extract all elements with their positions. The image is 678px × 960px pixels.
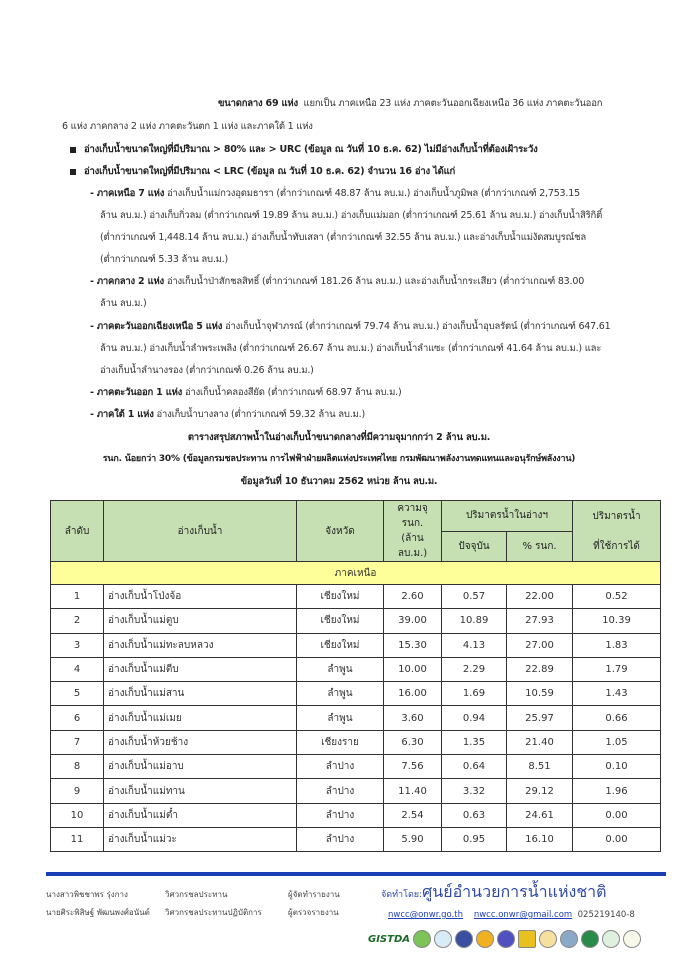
emblem-logo-icon	[476, 930, 494, 948]
cell-usable: 10.39	[573, 609, 661, 633]
col-capacity: ความจุ รนก.	[384, 501, 442, 532]
region-line: (ต่ำกว่าเกณฑ์ 1,448.14 ล้าน ลบ.ม.) อ่างเก็บน้ำทับเสลา (ต่ำกว่าเกณฑ์ 32.55 ล้าน ลบ.ม.) และอ่างเก็บน้ำแม่งัดสมบูรณ์ชล	[100, 232, 587, 243]
reviewer-title: วิศวกรชลประทานปฏิบัติการ	[165, 908, 262, 917]
cell-capacity: 2.54	[384, 803, 442, 827]
cell-name: อ่างเก็บน้ำโป่งจ้อ	[104, 585, 297, 609]
cell-name: อ่างเก็บน้ำแม่ทาน	[104, 779, 297, 803]
bullet-2	[70, 165, 648, 178]
cell-usable: 0.00	[573, 803, 661, 827]
table-row	[51, 803, 661, 827]
table-row	[51, 755, 661, 779]
cell-usable: 0.10	[573, 755, 661, 779]
table-row	[51, 585, 661, 609]
intro-bold: ขนาดกลาง 69 แห่ง	[218, 98, 298, 109]
cell-capacity: 6.30	[384, 730, 442, 754]
cell-current: 0.94	[442, 706, 507, 730]
region-line: ล้าน ลบ.ม.)	[100, 298, 147, 309]
table-title: ตารางสรุปสภาพน้ำในอ่างเก็บน้ำขนาดกลางที่มีความจุมากกว่า 2 ล้าน ลบ.ม.	[187, 432, 491, 443]
cell-no: 1	[51, 585, 104, 609]
cell-province: เชียงใหม่	[297, 633, 384, 657]
region-line: อ่างเก็บน้ำลำนางรอง (ต่ำกว่าเกณฑ์ 0.26 ล้าน ลบ.ม.)	[100, 365, 314, 376]
col-name: อ่างเก็บน้ำ	[104, 501, 297, 562]
cell-usable: 1.83	[573, 633, 661, 657]
cell-capacity: 10.00	[384, 657, 442, 681]
intro-line-1	[218, 97, 648, 110]
cell-province: ลำปาง	[297, 755, 384, 779]
square-logo-icon	[518, 930, 536, 948]
cell-percent: 8.51	[507, 755, 573, 779]
region-line: อ่างเก็บน้ำคลองสียัด (ต่ำกว่าเกณฑ์ 68.97 ล้าน ลบ.ม.)	[184, 387, 402, 398]
cell-no: 5	[51, 682, 104, 706]
reservoir-table	[50, 500, 661, 852]
org-text: ศูนย์อำนวยการน้ำแห่งชาติ	[422, 882, 607, 901]
cell-no: 3	[51, 633, 104, 657]
cell-no: 7	[51, 730, 104, 754]
cell-name: อ่างเก็บน้ำห้วยช้าง	[104, 730, 297, 754]
cell-usable: 1.96	[573, 779, 661, 803]
cell-current: 0.63	[442, 803, 507, 827]
region-south	[90, 408, 648, 421]
col-volume: ปริมาตรน้ำในอ่างฯ	[442, 501, 573, 532]
cell-percent: 10.59	[507, 682, 573, 706]
cell-current: 0.95	[442, 827, 507, 851]
cell-current: 0.57	[442, 585, 507, 609]
cell-percent: 24.61	[507, 803, 573, 827]
seal-logo-icon	[581, 930, 599, 948]
arch-logo-icon	[434, 930, 452, 948]
region-north	[90, 187, 648, 200]
reviewer-name: นายศิระพิสิษฐ์ พัฒนพงศ์อนันต์	[46, 908, 150, 917]
preparer-name: นางสาวพิชชาพร รุ่งกาง	[46, 890, 128, 899]
region-line: อ่างเก็บน้ำจุฬาภรณ์ (ต่ำกว่าเกณฑ์ 79.74 ล้าน ลบ.ม.) อ่างเก็บน้ำอุบลรัตน์ (ต่ำกว่าเกณฑ์ 647.61	[224, 321, 611, 332]
region-line: อ่างเก็บน้ำป่าสักชลสิทธิ์ (ต่ำกว่าเกณฑ์ 181.26 ล้าน ลบ.ม.) และอ่างเก็บน้ำกระเสียว (ต่ำกว่าเกณฑ์ 83.00	[166, 276, 585, 287]
col-usable: ปริมาตรน้ำ	[573, 501, 661, 532]
bullet-1	[70, 143, 648, 156]
bullet-icon	[70, 147, 76, 153]
bullet-text: อ่างเก็บน้ำขนาดใหญ่ที่มีปริมาณ > 80% และ > URC (ข้อมูล ณ วันที่ 10 ธ.ค. 62) ไม่มีอ่างเก็บน้ำที่ต้องเฝ้าระวัง	[84, 144, 538, 155]
cell-capacity: 15.30	[384, 633, 442, 657]
region-northeast	[90, 320, 648, 333]
region-line: อ่างเก็บน้ำแม่กวงอุดมธารา (ต่ำกว่าเกณฑ์ 48.87 ล้าน ลบ.ม.) อ่างเก็บน้ำภูมิพล (ต่ำกว่าเกณฑ์ 2,753.15	[167, 188, 580, 199]
cell-percent: 21.40	[507, 730, 573, 754]
cell-capacity: 5.90	[384, 827, 442, 851]
col-province: จังหวัด	[297, 501, 384, 562]
cell-no: 8	[51, 755, 104, 779]
cell-capacity: 2.60	[384, 585, 442, 609]
region-row: ภาคเหนือ	[51, 562, 661, 585]
cell-no: 10	[51, 803, 104, 827]
figure-logo-icon	[539, 930, 557, 948]
cell-province: เชียงใหม่	[297, 585, 384, 609]
cell-no: 6	[51, 706, 104, 730]
region-line: ล้าน ลบ.ม.) อ่างเก็บกิ่วลม (ต่ำกว่าเกณฑ์ 19.89 ล้าน ลบ.ม.) อ่างเก็บแม่มอก (ต่ำกว่าเกณฑ์ 25.61 ล้าน ลบ.ม.) อ่างเก็บน้ำสิริกิติ์	[100, 210, 603, 221]
contact-line	[388, 910, 635, 920]
cell-no: 9	[51, 779, 104, 803]
cell-name: อ่างเก็บน้ำแม่ตูบ	[104, 609, 297, 633]
partner-logos	[368, 930, 641, 948]
cell-capacity: 16.00	[384, 682, 442, 706]
cell-province: เชียงใหม่	[297, 609, 384, 633]
table-row	[51, 633, 661, 657]
cell-no: 2	[51, 609, 104, 633]
table-row	[51, 779, 661, 803]
cell-province: ลำปาง	[297, 779, 384, 803]
cell-capacity: 7.56	[384, 755, 442, 779]
table-date: ข้อมูลวันที่ 10 ธันวาคม 2562 หน่วย ล้าน ลบ.ม.	[240, 476, 438, 487]
prepared-by-label: จัดทำโดย:	[381, 890, 423, 900]
col-usable-2: ที่ใช้การได้	[573, 531, 661, 562]
cell-province: ลำพูน	[297, 682, 384, 706]
cell-current: 10.89	[442, 609, 507, 633]
col-current: ปัจจุบัน	[442, 531, 507, 562]
cell-no: 11	[51, 827, 104, 851]
cell-name: อ่างเก็บน้ำแม่อาบ	[104, 755, 297, 779]
royal-logo-icon	[623, 930, 641, 948]
cell-usable: 1.43	[573, 682, 661, 706]
bullet-text: อ่างเก็บน้ำขนาดใหญ่ที่มีปริมาณ < LRC (ข้อมูล ณ วันที่ 10 ธ.ค. 62) จำนวน 16 อ่าง ได้แก่	[84, 166, 456, 177]
cell-name: อ่างเก็บน้ำแม่ต๋ำ	[104, 803, 297, 827]
cell-usable: 0.00	[573, 827, 661, 851]
cell-usable: 0.66	[573, 706, 661, 730]
cell-capacity: 11.40	[384, 779, 442, 803]
cell-percent: 27.93	[507, 609, 573, 633]
cell-current: 1.35	[442, 730, 507, 754]
cell-province: เชียงราย	[297, 730, 384, 754]
region-line: (ต่ำกว่าเกณฑ์ 5.33 ล้าน ลบ.ม.)	[100, 254, 229, 265]
col-capacity-unit: (ล้าน ลบ.ม.)	[384, 531, 442, 562]
leaf-logo-icon	[413, 930, 431, 948]
cell-percent: 22.00	[507, 585, 573, 609]
drop-logo-icon	[560, 930, 578, 948]
circle-logo-icon	[602, 930, 620, 948]
reviewer-role: ผู้ตรวจรายงาน	[288, 908, 339, 917]
gistda-logo: GISTDA	[368, 933, 410, 945]
region-head: - ภาคเหนือ 7 แห่ง	[90, 188, 165, 199]
cell-province: ลำปาง	[297, 827, 384, 851]
region-head: - ภาคตะวันออกเฉียงเหนือ 5 แห่ง	[90, 321, 223, 332]
cell-no: 4	[51, 657, 104, 681]
table-row	[51, 706, 661, 730]
cell-percent: 22.89	[507, 657, 573, 681]
cell-usable: 1.79	[573, 657, 661, 681]
table-row	[51, 657, 661, 681]
region-central	[90, 275, 648, 288]
cell-usable: 1.05	[573, 730, 661, 754]
cell-percent: 27.00	[507, 633, 573, 657]
cell-name: อ่างเก็บน้ำแม่สาน	[104, 682, 297, 706]
cell-province: ลำพูน	[297, 706, 384, 730]
preparer-role: ผู้จัดทำรายงาน	[288, 890, 340, 899]
col-percent: % รนก.	[507, 531, 573, 562]
intro-rest: แยกเป็น ภาคเหนือ 23 แห่ง ภาคตะวันออกเฉียงเหนือ 36 แห่ง ภาคตะวันออก	[303, 98, 603, 109]
cell-capacity: 39.00	[384, 609, 442, 633]
table-row	[51, 682, 661, 706]
region-head: - ภาคตะวันออก 1 แห่ง	[90, 387, 183, 398]
cell-province: ลำพูน	[297, 657, 384, 681]
col-no: ลำดับ	[51, 501, 104, 562]
cell-current: 0.64	[442, 755, 507, 779]
table-subtitle: รนก. น้อยกว่า 30% (ข้อมูลกรมชลประทาน การไฟฟ้าฝ่ายผลิตแห่งประเทศไทย กรมพัฒนาพลังงานทดแทนและอนุรักษ์พลังงาน)	[102, 454, 576, 464]
region-line: อ่างเก็บน้ำบางลาง (ต่ำกว่าเกณฑ์ 59.32 ล้าน ลบ.ม.)	[156, 409, 365, 420]
cell-percent: 16.10	[507, 827, 573, 851]
region-east	[90, 386, 648, 399]
preparer-title: วิศวกรชลประทาน	[165, 890, 228, 899]
cell-percent: 29.12	[507, 779, 573, 803]
cell-usable: 0.52	[573, 585, 661, 609]
table-row	[51, 730, 661, 754]
region-head: - ภาคใต้ 1 แห่ง	[90, 409, 154, 420]
cell-name: อ่างเก็บน้ำแม่วะ	[104, 827, 297, 851]
cell-current: 3.32	[442, 779, 507, 803]
bullet-icon	[70, 169, 76, 175]
cell-current: 4.13	[442, 633, 507, 657]
table-row	[51, 827, 661, 851]
intro-line-2: 6 แห่ง ภาคกลาง 2 แห่ง ภาคตะวันตก 1 แห่ง และภาคใต้ 1 แห่ง	[62, 121, 313, 132]
region-head: - ภาคกลาง 2 แห่ง	[90, 276, 164, 287]
cell-current: 1.69	[442, 682, 507, 706]
email-link-2[interactable]: nwcc.onwr@gmail.com	[473, 910, 573, 920]
footer-divider	[46, 872, 666, 876]
table-row	[51, 609, 661, 633]
cell-name: อ่างเก็บน้ำแม่เมย	[104, 706, 297, 730]
cell-percent: 25.97	[507, 706, 573, 730]
cell-name: อ่างเก็บน้ำแม่ตีบ	[104, 657, 297, 681]
cell-capacity: 3.60	[384, 706, 442, 730]
org-name	[381, 880, 607, 905]
badge-logo-icon	[497, 930, 515, 948]
cell-name: อ่างเก็บน้ำแม่ทะลบหลวง	[104, 633, 297, 657]
region-line: ล้าน ลบ.ม.) อ่างเก็บน้ำลำพระเพลิง (ต่ำกว่าเกณฑ์ 26.67 ล้าน ลบ.ม.) อ่างเก็บน้ำลำแซะ (ต่ำกว่าเกณฑ์ 41.64 ล้าน ลบ.ม.) และ	[100, 343, 602, 354]
cell-province: ลำปาง	[297, 803, 384, 827]
email-link-1[interactable]: nwcc@onwr.go.th	[388, 910, 464, 920]
shield-logo-icon	[455, 930, 473, 948]
phone-number: 025219140-8	[577, 910, 635, 920]
cell-current: 2.29	[442, 657, 507, 681]
